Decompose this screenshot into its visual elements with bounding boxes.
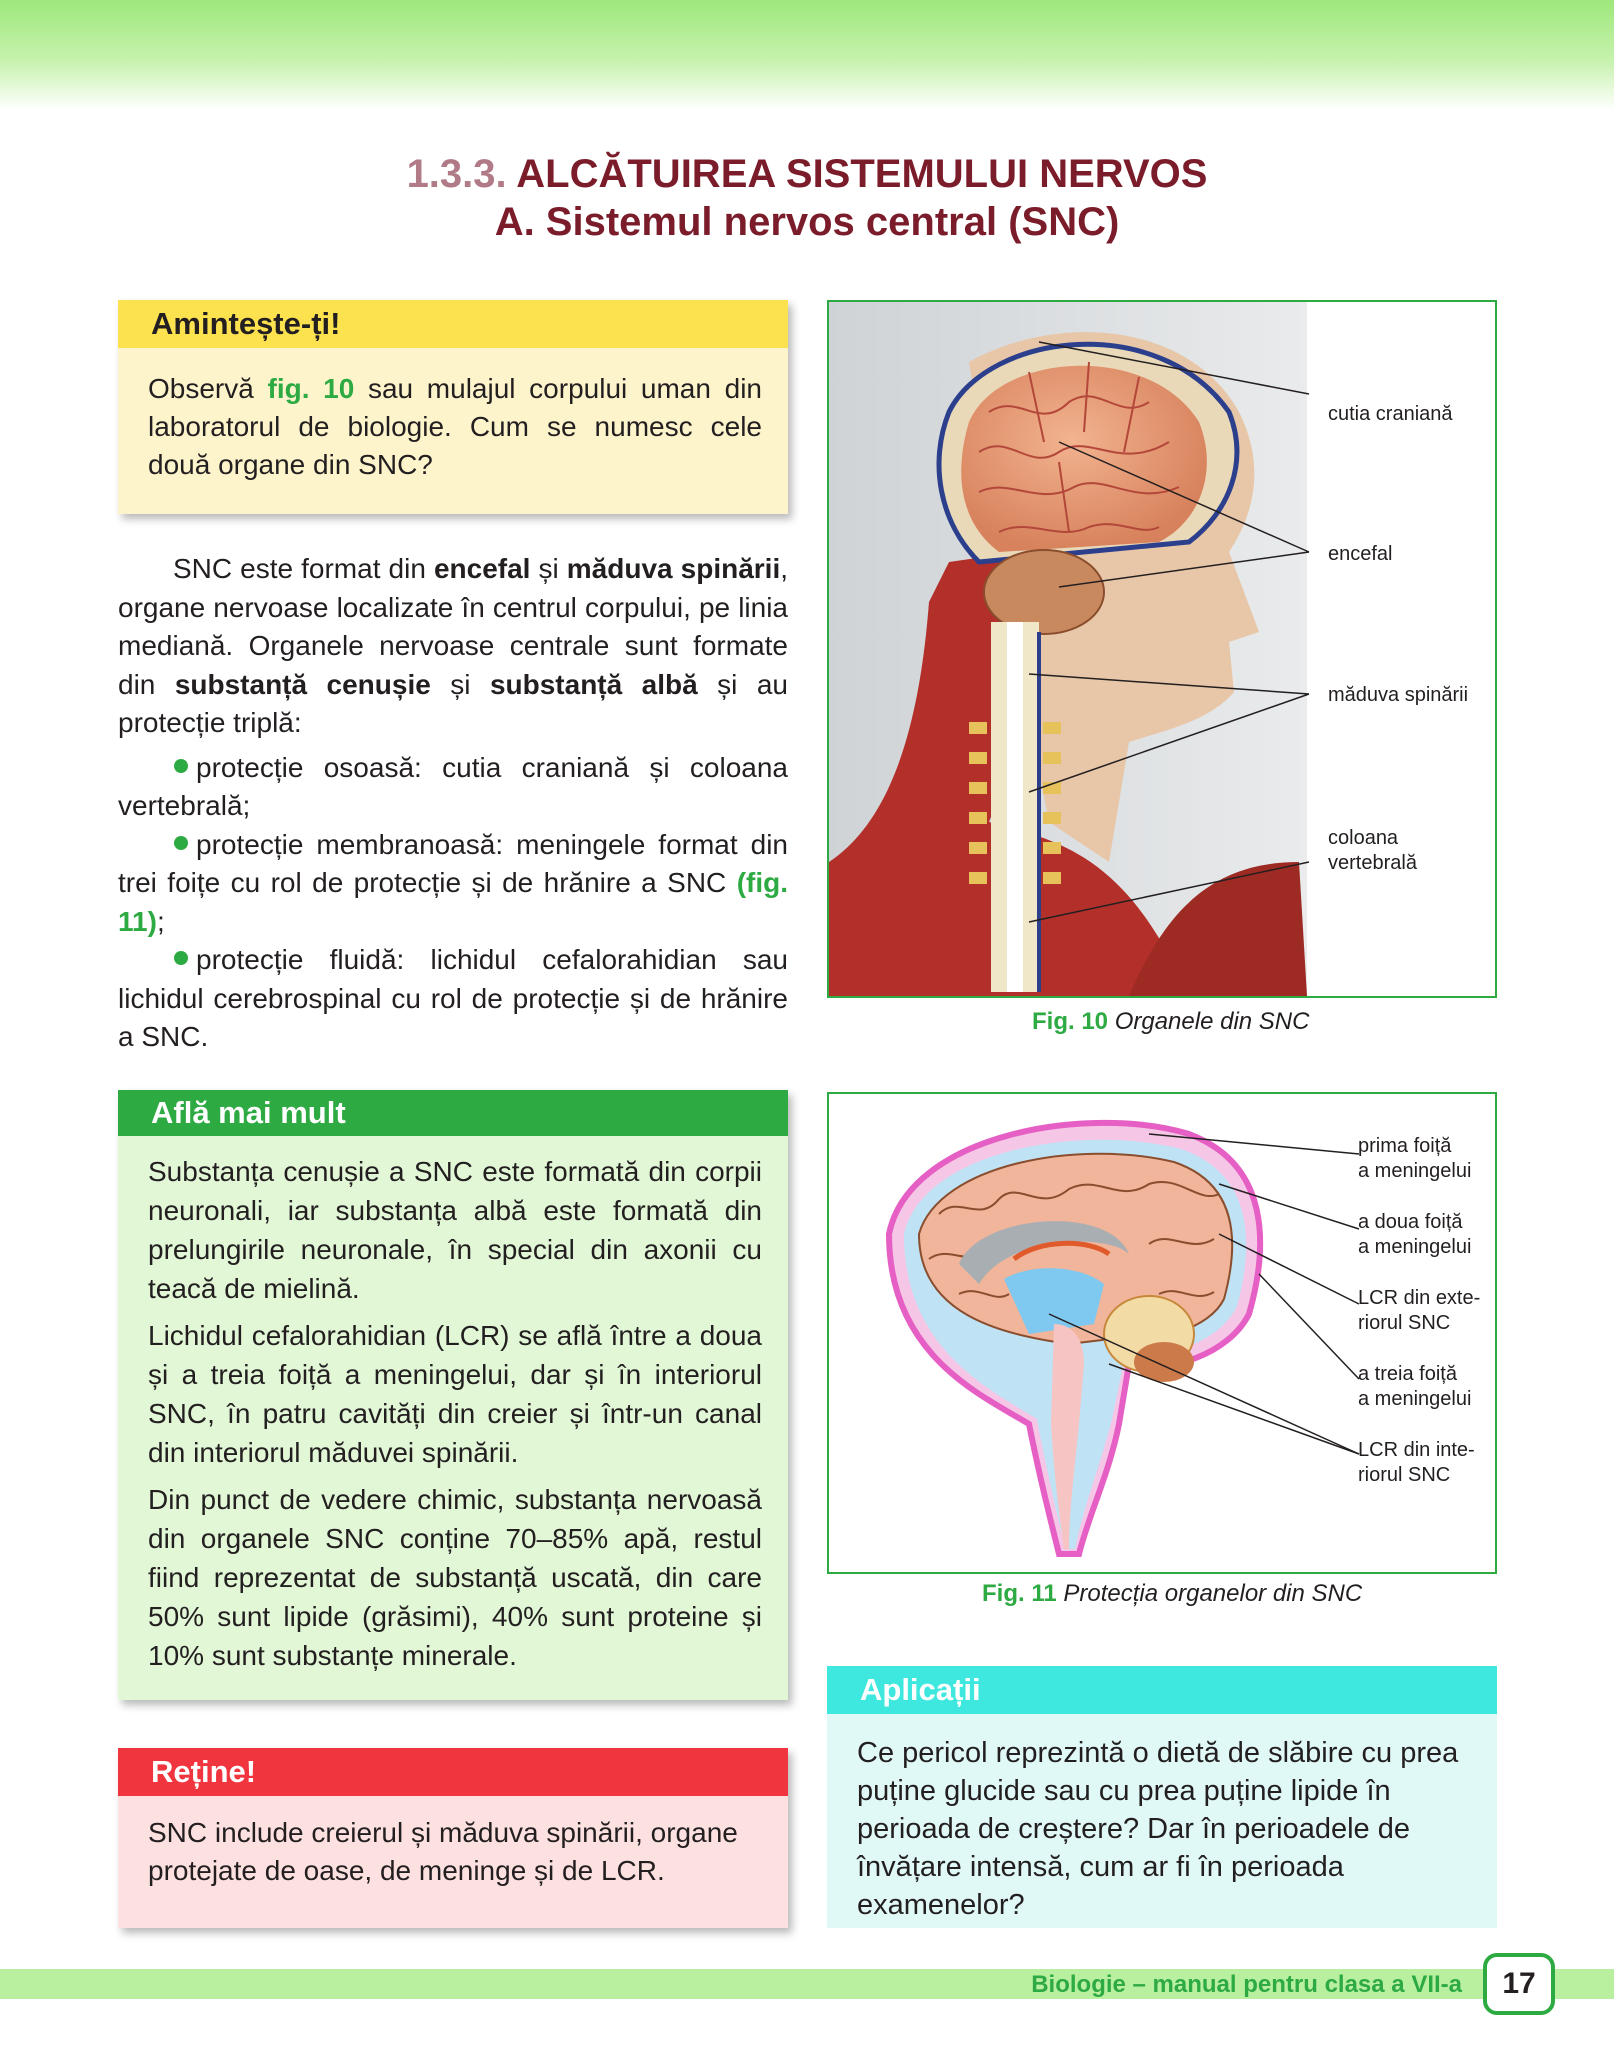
fig-label: Fig. 11 <box>982 1580 1057 1607</box>
label-coloana <box>1328 826 1417 876</box>
bullet-dot-icon <box>174 836 188 850</box>
label-line: a doua foiță <box>1358 1211 1463 1233</box>
top-decorative-band <box>0 0 1614 110</box>
label-lcr-exterior <box>1358 1286 1480 1336</box>
fig-label: Fig. 10 <box>1032 1008 1109 1035</box>
afla-paragraph: Din punct de vedere chimic, substanța nervoasă din organele SNC conține 70–85% apă, restul fiind reprezentat de substanță uscată, din care 50% sunt lipide (grăsimi), 40% sunt proteine și 10% sunt substanțe minerale. <box>148 1484 762 1671</box>
label-a-treia-foita <box>1358 1362 1471 1412</box>
label-line: coloana <box>1328 827 1399 849</box>
label-encefal: encefal <box>1328 543 1393 565</box>
spinal-cord <box>1007 622 1023 992</box>
label-line: a meningelui <box>1358 1236 1472 1258</box>
afla-header: Află mai mult <box>118 1090 788 1136</box>
label-line: riorul SNC <box>1358 1464 1451 1486</box>
term-maduva: măduva spinării <box>566 553 781 584</box>
afla-mai-mult-box <box>118 1090 788 1700</box>
label-line: a meningelui <box>1358 1388 1472 1410</box>
section-title: ALCĂTUIREA SISTEMULUI NERVOS <box>516 152 1208 196</box>
label-prima-foita <box>1358 1134 1471 1184</box>
bullet-item <box>118 749 788 826</box>
label-line: riorul SNC <box>1358 1312 1451 1334</box>
retine-body: SNC include creierul și măduva spinării, organe protejate de oase, de meninge și de LCR. <box>148 1817 738 1886</box>
section-number: 1.3.3. <box>406 152 507 196</box>
label-line: a treia foiță <box>1358 1363 1457 1385</box>
fig-caption-text: Organele din SNC <box>1114 1008 1310 1035</box>
term-substanta-alba: substanță albă <box>489 668 698 700</box>
fig-reference: (fig. 11) <box>118 867 788 937</box>
text-run: SNC este format din <box>173 553 434 584</box>
page-title <box>0 150 1614 246</box>
bullet-item <box>118 826 788 942</box>
aminteste-text-start: Observă <box>148 373 268 404</box>
fig11-caption <box>982 1580 1362 1608</box>
aminteste-text-end: sau mulajul corpului uman din laboratorul de biologie. Cum se numesc cele două organe din SNC? <box>148 373 762 480</box>
aplicatii-box <box>827 1666 1497 1928</box>
retine-header: Reține! <box>118 1748 788 1796</box>
term-substanta-cenusie: substanță cenușie <box>174 668 431 700</box>
retine-box <box>118 1748 788 1928</box>
text-run: și <box>530 553 567 584</box>
aminteste-body <box>118 348 788 484</box>
fig-reference: fig. 10 <box>267 373 355 404</box>
figure-11 <box>827 1092 1497 1574</box>
label-maduva: măduva spinării <box>1328 684 1469 706</box>
label-line: vertebrală <box>1328 852 1417 874</box>
text-run: și au protecție triplă: <box>118 668 788 738</box>
text-run: și <box>430 668 490 700</box>
intro-paragraph <box>118 550 788 743</box>
cerebellum <box>984 550 1104 634</box>
fig-caption-text: Protecția organelor din SNC <box>1063 1580 1363 1607</box>
brain <box>961 366 1207 552</box>
label-line: LCR din exte- <box>1358 1287 1481 1309</box>
label-lcr-interior <box>1358 1438 1475 1488</box>
bullet-dot-icon <box>174 759 188 773</box>
afla-paragraph: Substanța cenușie a SNC este formată din corpii neuronali, iar substanța albă este formată din prelungirile neuronale, în special din axonii cu teacă de mielină. <box>148 1156 762 1304</box>
label-a-doua-foita <box>1358 1210 1471 1260</box>
figure-10 <box>827 300 1497 998</box>
label-cutia: cutia craniană <box>1328 403 1453 425</box>
bullet-text: protecție membranoasă: meningele format din trei foițe cu rol de protecție și de hrănire a SNC <box>118 828 788 898</box>
label-line: a meningelui <box>1358 1160 1472 1182</box>
footer-book-title: Biologie – manual pentru clasa a VII-a <box>1031 1971 1462 1998</box>
aminteste-box <box>118 300 788 514</box>
label-line: LCR din inte- <box>1358 1439 1475 1461</box>
afla-body <box>118 1136 788 1675</box>
bullet-text: protecție fluidă: lichidul cefalorahidian sau lichidul cerebrospinal cu rol de protecție și de hrănire a SNC. <box>118 944 788 1052</box>
main-text <box>118 550 788 1057</box>
text-run: , organe nervoase localizate în centrul corpului, pe linia mediană. Organele nervoase centrale sunt formate din <box>118 553 789 700</box>
term-encefal: encefal <box>433 553 531 584</box>
bullet-dot-icon <box>174 951 188 965</box>
afla-paragraph: Lichidul cefalorahidian (LCR) se află între a doua și a treia foiță a meningelui, dar și în interiorul SNC, în patru cavități din creier și într-un canal din interiorul măduvei spinării. <box>148 1320 762 1468</box>
section-subtitle: A. Sistemul nervos central (SNC) <box>494 200 1120 244</box>
bullet-text: protecție osoasă: cutia craniană și coloana vertebrală; <box>118 751 788 821</box>
bullet-item <box>118 941 788 1057</box>
page-number: 17 <box>1483 1953 1555 2015</box>
aplicatii-body: Ce pericol reprezintă o dietă de slăbire cu prea puține glucide sau cu prea puține lipide în perioada de creștere? Dar în perioadele de învățare intensă, cum ar fi în perioada examenelor? <box>857 1737 1459 1921</box>
bullet-text: ; <box>156 905 165 937</box>
label-line: prima foiță <box>1358 1135 1452 1157</box>
aminteste-header: Amintește-ți! <box>118 300 788 348</box>
fig10-caption <box>1032 1008 1309 1036</box>
aplicatii-header: Aplicații <box>827 1666 1497 1714</box>
